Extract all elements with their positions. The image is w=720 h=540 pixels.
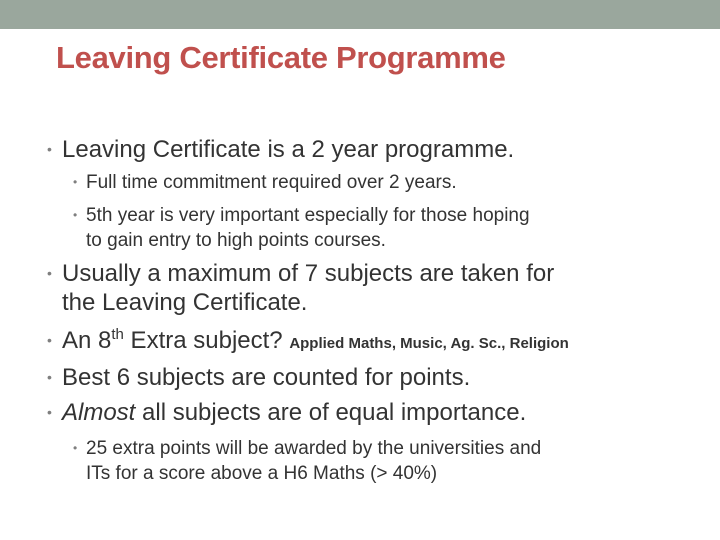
bullet-dot: • xyxy=(73,175,78,189)
bullet-text: Usually a maximum of 7 subjects are taken for xyxy=(62,260,555,287)
sub-bullet-text: ITs for a score above a H6 Maths (> 40%) xyxy=(86,463,438,484)
bullet-dot: • xyxy=(47,265,52,281)
bullet-dot: • xyxy=(47,332,52,348)
bullet-text-part: An 8 xyxy=(62,327,112,354)
bullet-dot: • xyxy=(47,369,52,385)
emphasis-almost: Almost xyxy=(62,399,136,426)
extra-subjects-list: Applied Maths, Music, Ag. Sc., Religion xyxy=(289,335,569,352)
bullet-dot: • xyxy=(73,441,78,455)
bullet-text: Leaving Certificate is a 2 year programme. xyxy=(62,136,515,163)
bullet-text xyxy=(62,398,526,427)
sub-bullet-text: Full time commitment required over 2 years. xyxy=(86,172,457,193)
slide-title: Leaving Certificate Programme xyxy=(56,40,506,75)
bullet-text: the Leaving Certificate. xyxy=(62,289,308,316)
bullet-text xyxy=(62,326,569,358)
bullet-text-part: all subjects are of equal importance. xyxy=(135,399,527,426)
bullet-text-part: Extra subject? xyxy=(123,327,290,354)
bullet-dot: • xyxy=(47,404,52,420)
bullet-dot: • xyxy=(47,141,52,157)
superscript-th: th xyxy=(111,326,124,343)
bullet-dot: • xyxy=(73,208,78,222)
sub-bullet-text: 25 extra points will be awarded by the universities and xyxy=(86,438,542,459)
sub-bullet-text: to gain entry to high points courses. xyxy=(86,230,386,251)
sub-bullet-text: 5th year is very important especially for those hoping xyxy=(86,205,530,226)
bullet-text: Best 6 subjects are counted for points. xyxy=(62,364,471,391)
